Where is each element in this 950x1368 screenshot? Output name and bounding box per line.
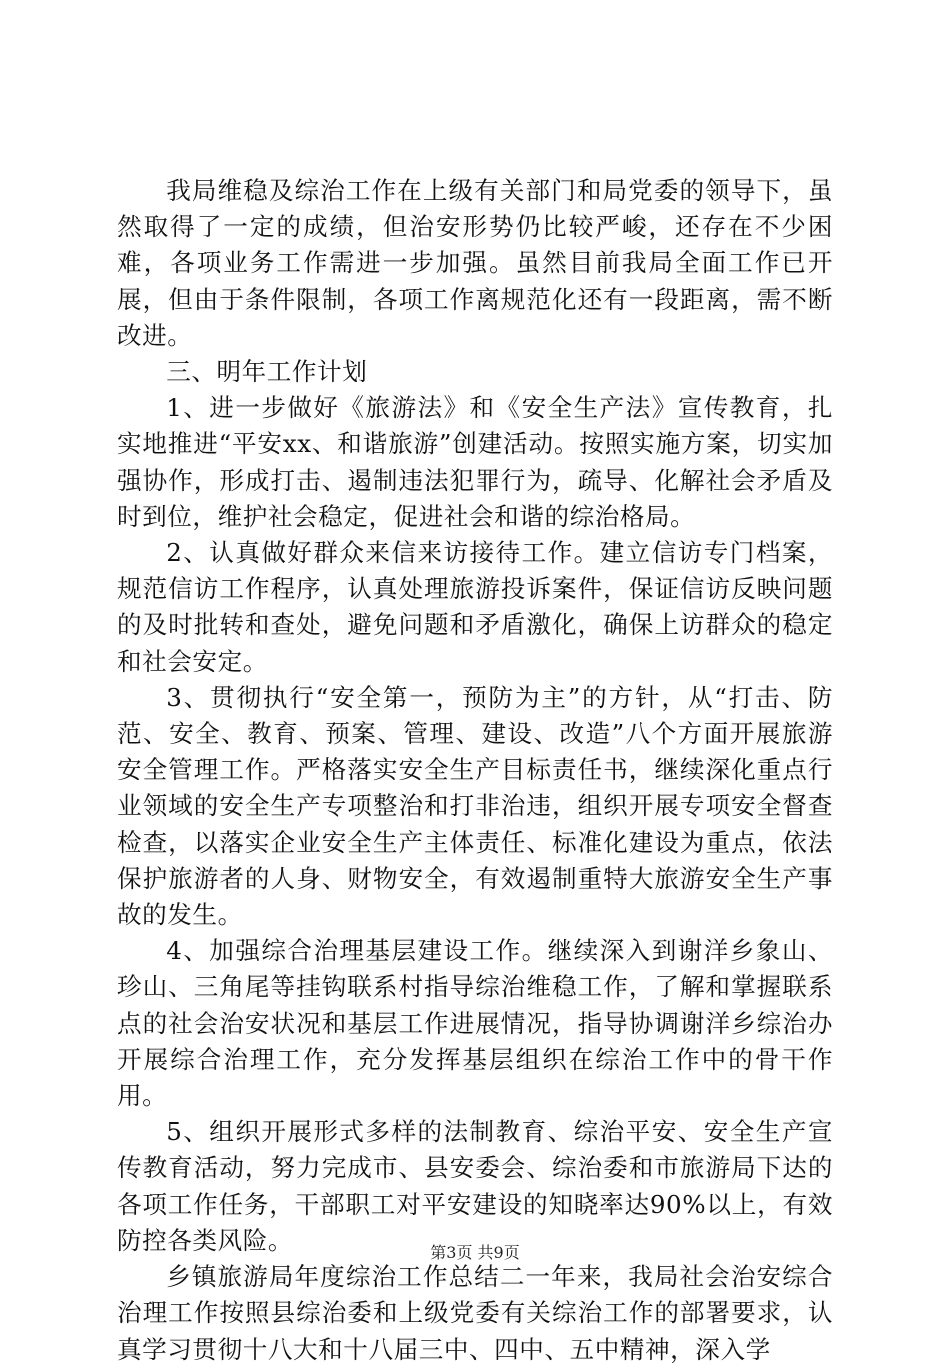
section-heading-next-year-plan: 三、明年工作计划 [166, 357, 368, 387]
paragraph-summary: 我局维稳及综治工作在上级有关部门和局党委的领导下，虽然取得了一定的成绩，但治安形势仍比较严峻，还存在不少困难，各项业务工作需进一步加强。虽然目前我局全面工作已开展，但由于条件限制，各项工作离规范化还有一段距离，需不断改进。 [117, 176, 833, 350]
paragraph-plan-item-1: 1、进一步做好《旅游法》和《安全生产法》宣传教育，扎实地推进“平安xx、和谐旅游”创建活动。按照实施方案，切实加强协作，形成打击、遏制违法犯罪行为，疏导、化解社会矛盾及时到位，维护社会稳定，促进社会和谐的综治格局。 [117, 393, 833, 531]
paragraph-plan-item-2: 2、认真做好群众来信来访接待工作。建立信访专门档案，规范信访工作程序，认真处理旅游投诉案件，保证信访反映问题的及时批转和查处，避免问题和矛盾激化，确保上访群众的稳定和社会安定。 [117, 538, 833, 676]
document-body [117, 173, 833, 1368]
paragraph-plan-item-3: 3、贯彻执行“安全第一，预防为主”的方针，从“打击、防范、安全、教育、预案、管理、建设、改造”八个方面开展旅游安全管理工作。严格落实安全生产目标责任书，继续深化重点行业领域的安全生产专项整治和打非治违，组织开展专项安全督查检查，以落实企业安全生产主体责任、标准化建设为重点，依法保护旅游者的人身、财物安全，有效遏制重特大旅游安全生产事故的发生。 [117, 682, 833, 930]
paragraph-plan-item-4: 4、加强综合治理基层建设工作。继续深入到谢洋乡象山、珍山、三角尾等挂钩联系村指导综治维稳工作，了解和掌握联系点的社会治安状况和基层工作进展情况，指导协调谢洋乡综治办开展综合治理工作，充分发挥基层组织在综治工作中的骨干作用。 [117, 936, 833, 1111]
paragraph-plan-item-5: 5、组织开展形式多样的法制教育、综治平安、安全生产宣传教育活动，努力完成市、县安委会、综治委和市旅游局下达的各项工作任务，干部职工对平安建设的知晓率达90%以上，有效防控各类风险。 [117, 1117, 833, 1255]
page-footer [0, 1243, 950, 1263]
paragraph-next-article-start: 乡镇旅游局年度综治工作总结二一年来，我局社会治安综合治理工作按照县综治委和上级党委有关综治工作的部署要求，认真学习贯彻十八大和十八届三中、四中、五中精神，深入学 [117, 1262, 833, 1364]
page-number-indicator: 第3页 共9页 [430, 1243, 520, 1262]
